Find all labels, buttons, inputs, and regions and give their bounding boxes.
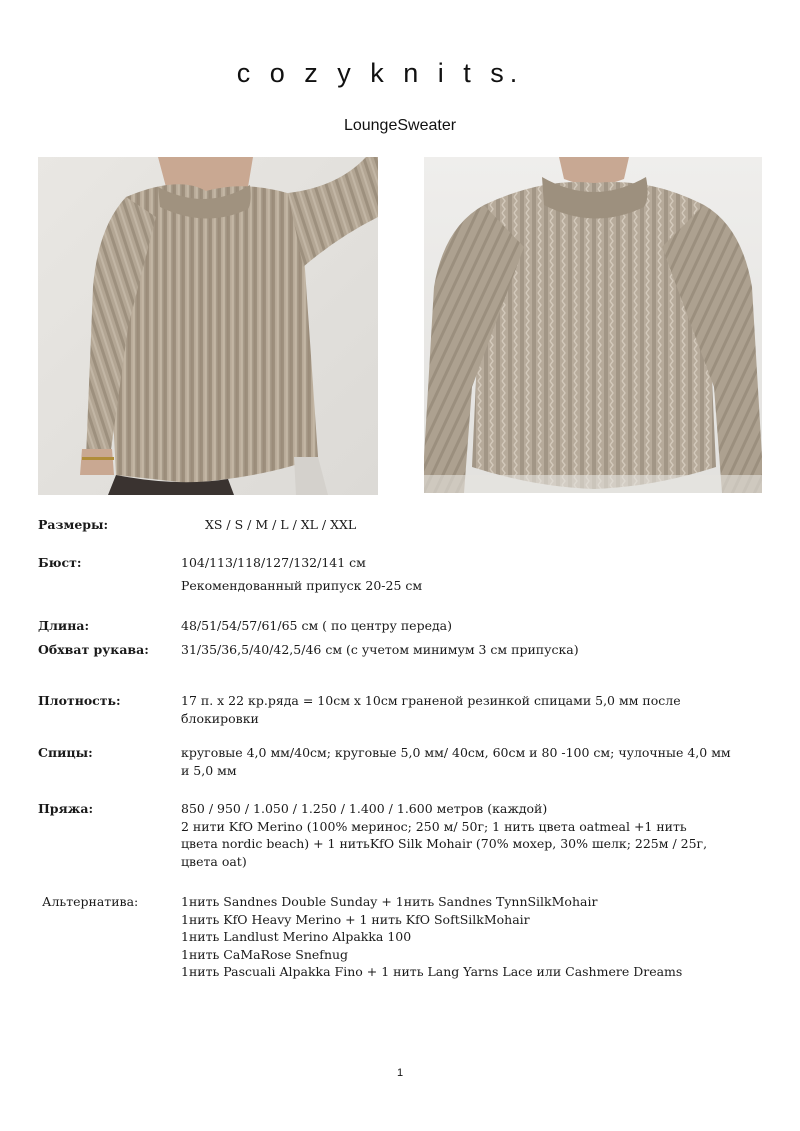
gauge-label: Плотность: (38, 693, 121, 708)
sizes-label: Размеры: (38, 517, 109, 532)
alternative-label: Альтернатива: (42, 894, 139, 909)
bust-label: Бюст: (38, 555, 82, 570)
needles-value: круговые 4,0 мм/40см; круговые 5,0 мм/ 40см, 60см и 80 -100 см; чулочные 4,0 мм и 5,0 мм (181, 745, 731, 778)
list-item: 1нить KfO Heavy Merino + 1 нить KfO SoftSilkMohair (181, 911, 530, 927)
sleeve-label: Обхват рукава: (38, 642, 149, 657)
list-item: 1нить Sandnes Double Sunday + 1нить Sandnes TynnSilkMohair (181, 894, 598, 909)
sweater-photo-side (38, 157, 378, 495)
length-value: 48/51/54/57/61/65 см ( по центру переда) (181, 618, 453, 633)
pattern-title: LoungeSweater (343, 117, 457, 134)
page-number: 1 (396, 1067, 404, 1079)
alternative-list (181, 893, 766, 981)
list-item: 1нить CaMaRose Snefnug (181, 946, 349, 962)
list-item: 1нить Pascuali Alpakka Fino + 1 нить Lang Yarns Lace или Cashmere Dreams (181, 964, 683, 979)
sizes-value: XS / S / M / L / XL / XXL (205, 517, 357, 532)
list-item: 1нить Landlust Merino Alpakka 100 (181, 929, 412, 944)
sweater-photo-front (424, 157, 762, 493)
gauge-value: 17 п. х 22 кр.ряда = 10см х 10см граненой резинкой спицами 5,0 мм после блокировки (181, 693, 681, 726)
bust-value: 104/113/118/127/132/141 см Рекомендованный припуск 20-25 см (181, 555, 423, 593)
yarn-value: 850 / 950 / 1.050 / 1.250 / 1.400 / 1.600 метров (каждой) 2 нити KfO Merino (100% меринос; 250 м/ 50г; 1 нить цвета oatmeal +1 нить цвета nordic beach) + 1 нитьKfO Silk Mohair (70% мохер, 30% шелк; 225м / 25г, цвета oat) (181, 801, 708, 869)
length-label: Длина: (38, 618, 90, 633)
needles-label: Спицы: (38, 745, 93, 760)
yarn-label: Пряжа: (38, 801, 94, 816)
sleeve-value: 31/35/36,5/40/42,5/46 см (с учетом минимум 3 см припуска) (181, 642, 579, 657)
brand-logo: c o z y k n i t s. (236, 58, 524, 88)
